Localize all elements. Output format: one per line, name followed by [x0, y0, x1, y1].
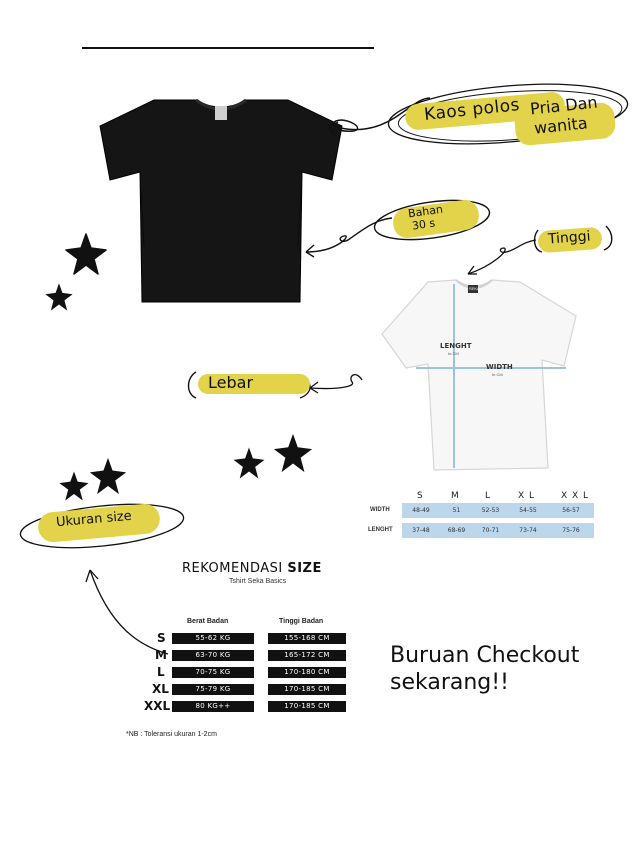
star-icon	[44, 282, 74, 312]
size-chart-subtitle: Tshirt Seka Basics	[229, 578, 287, 585]
tshirt-tag-text: SEKA	[469, 286, 480, 291]
size-chart-title	[182, 561, 322, 576]
weight-bar: 75-79 KG	[172, 684, 254, 695]
height-bar: 155-168 CM	[268, 633, 346, 644]
measure-header-l: L	[485, 491, 492, 501]
lebar-label: Lebar	[208, 373, 254, 392]
measure-cell: 68-69	[447, 527, 466, 534]
ukuran-label: Ukuran size	[55, 508, 133, 531]
white-tshirt-image	[376, 276, 582, 474]
measure-cell: 52-53	[481, 507, 500, 514]
weight-bar: 63-70 KG	[172, 650, 254, 661]
lenght-unit: In CM	[448, 351, 459, 356]
weight-bar: 80 KG++	[172, 701, 254, 712]
col-header-height: Tinggi Badan	[279, 618, 324, 625]
height-bar: 170-185 CM	[268, 701, 346, 712]
top-divider	[82, 47, 374, 49]
measure-row-width	[402, 503, 594, 518]
measure-cell: 73-74	[519, 527, 537, 534]
size-label: XXL	[144, 699, 171, 713]
measure-cell: 54-55	[519, 507, 537, 514]
size-chart-title-regular: REKOMENDASI	[182, 561, 283, 576]
measure-header-s: S	[417, 491, 424, 501]
measure-cell: 51	[452, 507, 461, 514]
measure-cell: 56-57	[562, 507, 580, 514]
weight-bar: 70-75 KG	[172, 667, 254, 678]
weight-bar: 55-62 KG	[172, 633, 254, 644]
measure-header-xxl: X X L	[561, 491, 590, 501]
size-chart-title-bold: SIZE	[287, 561, 322, 576]
measure-row-label-width: WIDTH	[370, 507, 390, 513]
height-bar: 170-180 CM	[268, 667, 346, 678]
size-label: XL	[152, 682, 169, 696]
measure-cell: 75-76	[562, 527, 580, 534]
width-label: WIDTH	[486, 363, 513, 371]
measure-row-label-lenght: LENGHT	[368, 527, 393, 533]
star-icon	[64, 232, 108, 276]
lenght-label: LENGHT	[440, 342, 472, 350]
width-unit: In CM	[492, 372, 503, 377]
black-tshirt-image	[96, 96, 346, 306]
measure-cell: 48-49	[412, 507, 430, 514]
col-header-weight: Berat Badan	[187, 618, 229, 625]
size-label: L	[157, 665, 165, 679]
star-icon	[88, 456, 128, 496]
size-label: M	[155, 648, 167, 662]
arrow-bahan	[298, 212, 398, 262]
height-bar: 165-172 CM	[268, 650, 346, 661]
size-label: S	[157, 631, 166, 645]
tinggi-label: Tinggi	[547, 228, 592, 248]
height-bar: 170-185 CM	[268, 684, 346, 695]
bahan-label-line2: 30 s	[411, 216, 437, 233]
star-icon	[232, 446, 266, 480]
wanita-label: wanita	[533, 113, 589, 138]
measure-cell: 70-71	[481, 527, 500, 534]
measure-header-m: M	[451, 491, 460, 501]
bahan-label-line1: Bahan	[407, 202, 444, 221]
measure-cell: 37-48	[412, 527, 430, 534]
star-icon	[272, 432, 314, 474]
arrow-tinggi	[462, 236, 542, 280]
kaos-label: Kaos polos	[423, 95, 521, 125]
measure-row-lenght	[402, 523, 594, 538]
tolerance-note: *NB : Toleransi ukuran 1-2cm	[126, 731, 217, 738]
measure-header-xl: X L	[518, 491, 536, 501]
pria-dan-label: Pria Dan	[529, 92, 599, 119]
cta-line1: Buruan Checkout	[390, 643, 580, 668]
cta-line2: sekarang!!	[390, 670, 509, 695]
arrow-lebar	[300, 368, 370, 398]
